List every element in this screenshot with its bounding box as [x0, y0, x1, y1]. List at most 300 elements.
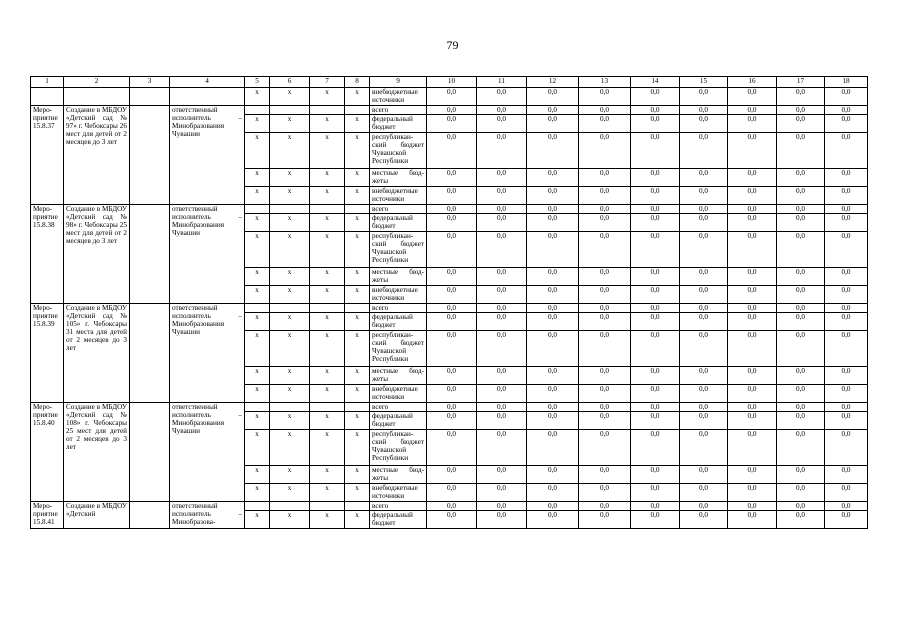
value-cell: 0,0 — [527, 430, 579, 466]
value-cell: 0,0 — [579, 430, 631, 466]
value-cell: 0,0 — [728, 286, 777, 304]
value-cell: 0,0 — [477, 313, 527, 331]
mark-cell: x — [345, 412, 370, 430]
mark-cell: x — [245, 133, 270, 169]
value-cell: 0,0 — [631, 511, 680, 529]
value-cell: 0,0 — [427, 502, 477, 511]
table-row — [31, 304, 868, 313]
value-cell: 0,0 — [777, 205, 825, 214]
empty-cell — [130, 403, 170, 502]
value-cell: 0,0 — [477, 304, 527, 313]
value-cell: 0,0 — [680, 286, 728, 304]
funding-source: местные бюд-жеты — [370, 367, 427, 385]
value-cell: 0,0 — [777, 466, 825, 484]
value-cell: 0,0 — [631, 169, 680, 187]
value-cell: 0,0 — [631, 412, 680, 430]
value-cell: 0,0 — [680, 313, 728, 331]
empty-cell — [130, 106, 170, 205]
mark-cell — [310, 304, 345, 313]
value-cell: 0,0 — [527, 403, 579, 412]
mark-cell: x — [270, 367, 310, 385]
value-cell: 0,0 — [477, 367, 527, 385]
measure-code: Меро-приятие 15.8.41 — [31, 502, 64, 529]
value-cell: 0,0 — [527, 412, 579, 430]
value-cell: 0,0 — [680, 484, 728, 502]
mark-cell — [310, 502, 345, 511]
column-header: 4 — [170, 77, 245, 88]
funding-source: всего — [370, 403, 427, 412]
value-cell: 0,0 — [477, 133, 527, 169]
mark-cell: x — [345, 232, 370, 268]
value-cell: 0,0 — [527, 115, 579, 133]
value-cell: 0,0 — [680, 115, 728, 133]
value-cell: 0,0 — [728, 88, 777, 106]
mark-cell: x — [345, 133, 370, 169]
value-cell: 0,0 — [825, 106, 868, 115]
mark-cell: x — [270, 169, 310, 187]
value-cell: 0,0 — [631, 304, 680, 313]
value-cell: 0,0 — [825, 214, 868, 232]
header-row — [31, 77, 868, 88]
mark-cell: x — [270, 511, 310, 529]
mark-cell: x — [310, 313, 345, 331]
table-row — [31, 502, 868, 511]
value-cell: 0,0 — [477, 385, 527, 403]
value-cell: 0,0 — [527, 466, 579, 484]
mark-cell — [310, 106, 345, 115]
empty-cell — [130, 304, 170, 403]
value-cell: 0,0 — [631, 268, 680, 286]
value-cell: 0,0 — [579, 511, 631, 529]
value-cell: 0,0 — [427, 367, 477, 385]
value-cell: 0,0 — [680, 430, 728, 466]
value-cell: 0,0 — [680, 403, 728, 412]
value-cell: 0,0 — [527, 205, 579, 214]
mark-cell: x — [245, 88, 270, 106]
value-cell: 0,0 — [477, 484, 527, 502]
mark-cell — [270, 205, 310, 214]
value-cell: 0,0 — [825, 115, 868, 133]
value-cell: 0,0 — [777, 187, 825, 205]
table-row — [31, 106, 868, 115]
value-cell: 0,0 — [777, 412, 825, 430]
mark-cell: x — [270, 331, 310, 367]
funding-source: федеральный бюджет — [370, 511, 427, 529]
value-cell: 0,0 — [680, 466, 728, 484]
value-cell: 0,0 — [477, 88, 527, 106]
value-cell: 0,0 — [527, 304, 579, 313]
value-cell: 0,0 — [527, 268, 579, 286]
funding-source: местные бюд-жеты — [370, 268, 427, 286]
value-cell: 0,0 — [579, 304, 631, 313]
funding-source: местные бюд-жеты — [370, 466, 427, 484]
mark-cell: x — [345, 367, 370, 385]
table-row — [31, 205, 868, 214]
value-cell: 0,0 — [477, 169, 527, 187]
budget-table — [30, 76, 868, 529]
mark-cell: x — [245, 313, 270, 331]
value-cell: 0,0 — [825, 385, 868, 403]
column-header: 6 — [270, 77, 310, 88]
value-cell: 0,0 — [427, 88, 477, 106]
mark-cell — [270, 106, 310, 115]
value-cell: 0,0 — [680, 106, 728, 115]
empty-cell — [130, 502, 170, 529]
value-cell: 0,0 — [631, 385, 680, 403]
mark-cell: x — [245, 484, 270, 502]
value-cell: 0,0 — [631, 88, 680, 106]
value-cell: 0,0 — [527, 484, 579, 502]
mark-cell: x — [345, 484, 370, 502]
value-cell: 0,0 — [427, 106, 477, 115]
mark-cell: x — [270, 286, 310, 304]
value-cell: 0,0 — [427, 268, 477, 286]
measure-executor: ответственный исполнитель – Минобразования Чувашии — [170, 403, 245, 502]
mark-cell: x — [310, 484, 345, 502]
column-header: 17 — [777, 77, 825, 88]
empty-cell — [130, 205, 170, 304]
funding-source: республикан-ский бюджет Чувашской Республики — [370, 133, 427, 169]
value-cell: 0,0 — [631, 313, 680, 331]
value-cell: 0,0 — [777, 115, 825, 133]
funding-source: федеральный бюджет — [370, 412, 427, 430]
mark-cell — [245, 502, 270, 511]
value-cell: 0,0 — [825, 331, 868, 367]
column-header: 15 — [680, 77, 728, 88]
mark-cell: x — [270, 412, 310, 430]
value-cell: 0,0 — [777, 286, 825, 304]
value-cell: 0,0 — [728, 187, 777, 205]
measure-code: Меро-приятие 15.8.39 — [31, 304, 64, 403]
measure-name: Создание в МБДОУ «Детский сад № 98» г. Чебоксары 25 мест для детей от 2 месяцев до 3 лет — [64, 205, 130, 304]
mark-cell: x — [270, 115, 310, 133]
mark-cell: x — [345, 385, 370, 403]
value-cell: 0,0 — [680, 205, 728, 214]
mark-cell: x — [270, 88, 310, 106]
value-cell: 0,0 — [579, 385, 631, 403]
mark-cell: x — [310, 232, 345, 268]
mark-cell: x — [245, 214, 270, 232]
value-cell: 0,0 — [631, 403, 680, 412]
value-cell: 0,0 — [680, 502, 728, 511]
value-cell: 0,0 — [728, 115, 777, 133]
value-cell: 0,0 — [427, 385, 477, 403]
mark-cell: x — [345, 169, 370, 187]
mark-cell: x — [310, 367, 345, 385]
value-cell: 0,0 — [777, 385, 825, 403]
value-cell: 0,0 — [477, 466, 527, 484]
value-cell: 0,0 — [825, 466, 868, 484]
value-cell: 0,0 — [579, 286, 631, 304]
column-header: 8 — [345, 77, 370, 88]
value-cell: 0,0 — [728, 466, 777, 484]
value-cell: 0,0 — [579, 115, 631, 133]
value-cell: 0,0 — [477, 502, 527, 511]
measure-code: Меро-приятие 15.8.40 — [31, 403, 64, 502]
mark-cell: x — [345, 511, 370, 529]
value-cell: 0,0 — [825, 511, 868, 529]
value-cell: 0,0 — [728, 403, 777, 412]
value-cell: 0,0 — [579, 214, 631, 232]
value-cell: 0,0 — [477, 403, 527, 412]
measure-name: Создание в МБДОУ «Детский сад № 97» г. Чебоксары 26 мест для детей от 2 месяцев до 3 лет — [64, 106, 130, 205]
column-header: 9 — [370, 77, 427, 88]
funding-source: республикан-ский бюджет Чувашской Республики — [370, 430, 427, 466]
value-cell: 0,0 — [427, 286, 477, 304]
value-cell: 0,0 — [527, 502, 579, 511]
measure-name: Создание в МБДОУ «Детский сад № 108» г. Чебоксары 25 мест для детей от 2 месяцев до 3 лет — [64, 403, 130, 502]
value-cell: 0,0 — [579, 88, 631, 106]
funding-source: всего — [370, 502, 427, 511]
column-header: 12 — [527, 77, 579, 88]
value-cell: 0,0 — [777, 403, 825, 412]
mark-cell: x — [270, 484, 310, 502]
value-cell: 0,0 — [427, 115, 477, 133]
mark-cell: x — [345, 187, 370, 205]
mark-cell: x — [345, 430, 370, 466]
mark-cell: x — [245, 286, 270, 304]
value-cell: 0,0 — [631, 232, 680, 268]
value-cell: 0,0 — [579, 106, 631, 115]
value-cell: 0,0 — [631, 115, 680, 133]
value-cell: 0,0 — [728, 484, 777, 502]
value-cell: 0,0 — [579, 403, 631, 412]
value-cell: 0,0 — [427, 484, 477, 502]
value-cell: 0,0 — [680, 412, 728, 430]
mark-cell: x — [345, 214, 370, 232]
mark-cell: x — [310, 133, 345, 169]
mark-cell: x — [310, 511, 345, 529]
value-cell: 0,0 — [728, 385, 777, 403]
mark-cell: x — [345, 268, 370, 286]
value-cell: 0,0 — [631, 286, 680, 304]
value-cell: 0,0 — [631, 502, 680, 511]
mark-cell: x — [310, 268, 345, 286]
mark-cell: x — [345, 466, 370, 484]
mark-cell — [245, 304, 270, 313]
value-cell: 0,0 — [527, 385, 579, 403]
value-cell: 0,0 — [477, 187, 527, 205]
mark-cell: x — [345, 88, 370, 106]
mark-cell: x — [270, 232, 310, 268]
mark-cell — [245, 106, 270, 115]
value-cell: 0,0 — [579, 232, 631, 268]
mark-cell: x — [245, 187, 270, 205]
measure-name: Создание в МБДОУ «Детский — [64, 502, 130, 529]
value-cell: 0,0 — [825, 367, 868, 385]
funding-source: местные бюд-жеты — [370, 169, 427, 187]
empty-cell — [64, 88, 130, 106]
value-cell: 0,0 — [527, 331, 579, 367]
funding-source: всего — [370, 106, 427, 115]
column-header: 5 — [245, 77, 270, 88]
value-cell: 0,0 — [825, 187, 868, 205]
mark-cell: x — [310, 412, 345, 430]
mark-cell: x — [245, 331, 270, 367]
mark-cell: x — [245, 232, 270, 268]
column-header: 3 — [130, 77, 170, 88]
mark-cell — [270, 304, 310, 313]
value-cell: 0,0 — [680, 214, 728, 232]
value-cell: 0,0 — [579, 367, 631, 385]
value-cell: 0,0 — [477, 205, 527, 214]
value-cell: 0,0 — [728, 268, 777, 286]
value-cell: 0,0 — [427, 412, 477, 430]
value-cell: 0,0 — [777, 133, 825, 169]
mark-cell: x — [245, 115, 270, 133]
measure-code: Меро-приятие 15.8.38 — [31, 205, 64, 304]
value-cell: 0,0 — [825, 133, 868, 169]
value-cell: 0,0 — [728, 169, 777, 187]
mark-cell — [245, 403, 270, 412]
value-cell: 0,0 — [680, 268, 728, 286]
mark-cell: x — [245, 511, 270, 529]
value-cell: 0,0 — [579, 205, 631, 214]
mark-cell: x — [310, 286, 345, 304]
value-cell: 0,0 — [728, 331, 777, 367]
value-cell: 0,0 — [825, 268, 868, 286]
value-cell: 0,0 — [527, 214, 579, 232]
measure-executor: ответственный исполнитель – Минобразова- — [170, 502, 245, 529]
funding-source: федеральный бюджет — [370, 115, 427, 133]
value-cell: 0,0 — [631, 187, 680, 205]
value-cell: 0,0 — [777, 511, 825, 529]
mark-cell: x — [270, 430, 310, 466]
value-cell: 0,0 — [777, 502, 825, 511]
mark-cell: x — [310, 169, 345, 187]
value-cell: 0,0 — [527, 286, 579, 304]
value-cell: 0,0 — [579, 133, 631, 169]
value-cell: 0,0 — [527, 106, 579, 115]
funding-source: внебюджетные источники — [370, 385, 427, 403]
value-cell: 0,0 — [825, 232, 868, 268]
value-cell: 0,0 — [631, 214, 680, 232]
value-cell: 0,0 — [477, 106, 527, 115]
value-cell: 0,0 — [777, 214, 825, 232]
value-cell: 0,0 — [825, 403, 868, 412]
value-cell: 0,0 — [527, 511, 579, 529]
funding-source: всего — [370, 205, 427, 214]
value-cell: 0,0 — [427, 205, 477, 214]
funding-source: федеральный бюджет — [370, 214, 427, 232]
value-cell: 0,0 — [579, 313, 631, 331]
mark-cell: x — [270, 466, 310, 484]
mark-cell: x — [245, 367, 270, 385]
mark-cell — [270, 502, 310, 511]
value-cell: 0,0 — [825, 484, 868, 502]
value-cell: 0,0 — [777, 268, 825, 286]
mark-cell: x — [245, 385, 270, 403]
mark-cell: x — [245, 466, 270, 484]
value-cell: 0,0 — [477, 214, 527, 232]
value-cell: 0,0 — [777, 169, 825, 187]
mark-cell: x — [270, 313, 310, 331]
funding-source: внебюджетные источники — [370, 187, 427, 205]
mark-cell: x — [245, 268, 270, 286]
measure-code: Меро-приятие 15.8.37 — [31, 106, 64, 205]
mark-cell: x — [345, 331, 370, 367]
measure-name: Создание в МБДОУ «Детский сад № 105» г. Чебоксары 31 места для детей от 2 месяцев до 3 лет — [64, 304, 130, 403]
empty-cell — [130, 88, 170, 106]
mark-cell: x — [270, 187, 310, 205]
mark-cell: x — [310, 115, 345, 133]
funding-source: республикан-ский бюджет Чувашской Республики — [370, 232, 427, 268]
value-cell: 0,0 — [527, 187, 579, 205]
funding-source: федеральный бюджет — [370, 313, 427, 331]
value-cell: 0,0 — [680, 367, 728, 385]
value-cell: 0,0 — [427, 169, 477, 187]
value-cell: 0,0 — [631, 133, 680, 169]
value-cell: 0,0 — [777, 484, 825, 502]
value-cell: 0,0 — [728, 205, 777, 214]
mark-cell: x — [310, 88, 345, 106]
value-cell: 0,0 — [477, 232, 527, 268]
mark-cell — [310, 403, 345, 412]
value-cell: 0,0 — [777, 232, 825, 268]
value-cell: 0,0 — [527, 313, 579, 331]
funding-source: внебюджетные источники — [370, 286, 427, 304]
mark-cell — [345, 304, 370, 313]
value-cell: 0,0 — [777, 313, 825, 331]
mark-cell: x — [245, 430, 270, 466]
value-cell: 0,0 — [680, 187, 728, 205]
value-cell: 0,0 — [427, 304, 477, 313]
column-header: 13 — [579, 77, 631, 88]
value-cell: 0,0 — [825, 304, 868, 313]
mark-cell: x — [310, 214, 345, 232]
value-cell: 0,0 — [527, 232, 579, 268]
column-header: 18 — [825, 77, 868, 88]
value-cell: 0,0 — [680, 169, 728, 187]
mark-cell — [345, 502, 370, 511]
value-cell: 0,0 — [427, 232, 477, 268]
value-cell: 0,0 — [579, 466, 631, 484]
value-cell: 0,0 — [825, 313, 868, 331]
mark-cell — [310, 205, 345, 214]
value-cell: 0,0 — [427, 133, 477, 169]
column-header: 7 — [310, 77, 345, 88]
mark-cell: x — [345, 286, 370, 304]
page-number: 79 — [446, 38, 459, 52]
value-cell: 0,0 — [527, 367, 579, 385]
value-cell: 0,0 — [825, 205, 868, 214]
value-cell: 0,0 — [728, 511, 777, 529]
value-cell: 0,0 — [631, 367, 680, 385]
value-cell: 0,0 — [825, 88, 868, 106]
value-cell: 0,0 — [631, 331, 680, 367]
value-cell: 0,0 — [680, 133, 728, 169]
mark-cell — [270, 403, 310, 412]
mark-cell: x — [245, 169, 270, 187]
value-cell: 0,0 — [579, 502, 631, 511]
value-cell: 0,0 — [825, 430, 868, 466]
measure-executor: ответственный исполнитель – Минобразования Чувашии — [170, 106, 245, 205]
value-cell: 0,0 — [579, 331, 631, 367]
value-cell: 0,0 — [631, 484, 680, 502]
funding-source: внебюджетные источники — [370, 88, 427, 106]
value-cell: 0,0 — [579, 187, 631, 205]
mark-cell: x — [310, 466, 345, 484]
value-cell: 0,0 — [825, 412, 868, 430]
mark-cell: x — [245, 412, 270, 430]
column-header: 16 — [728, 77, 777, 88]
funding-source: республикан-ский бюджет Чувашской Республики — [370, 331, 427, 367]
value-cell: 0,0 — [777, 367, 825, 385]
mark-cell: x — [310, 331, 345, 367]
mark-cell: x — [345, 313, 370, 331]
mark-cell — [345, 403, 370, 412]
table-row — [31, 88, 868, 106]
